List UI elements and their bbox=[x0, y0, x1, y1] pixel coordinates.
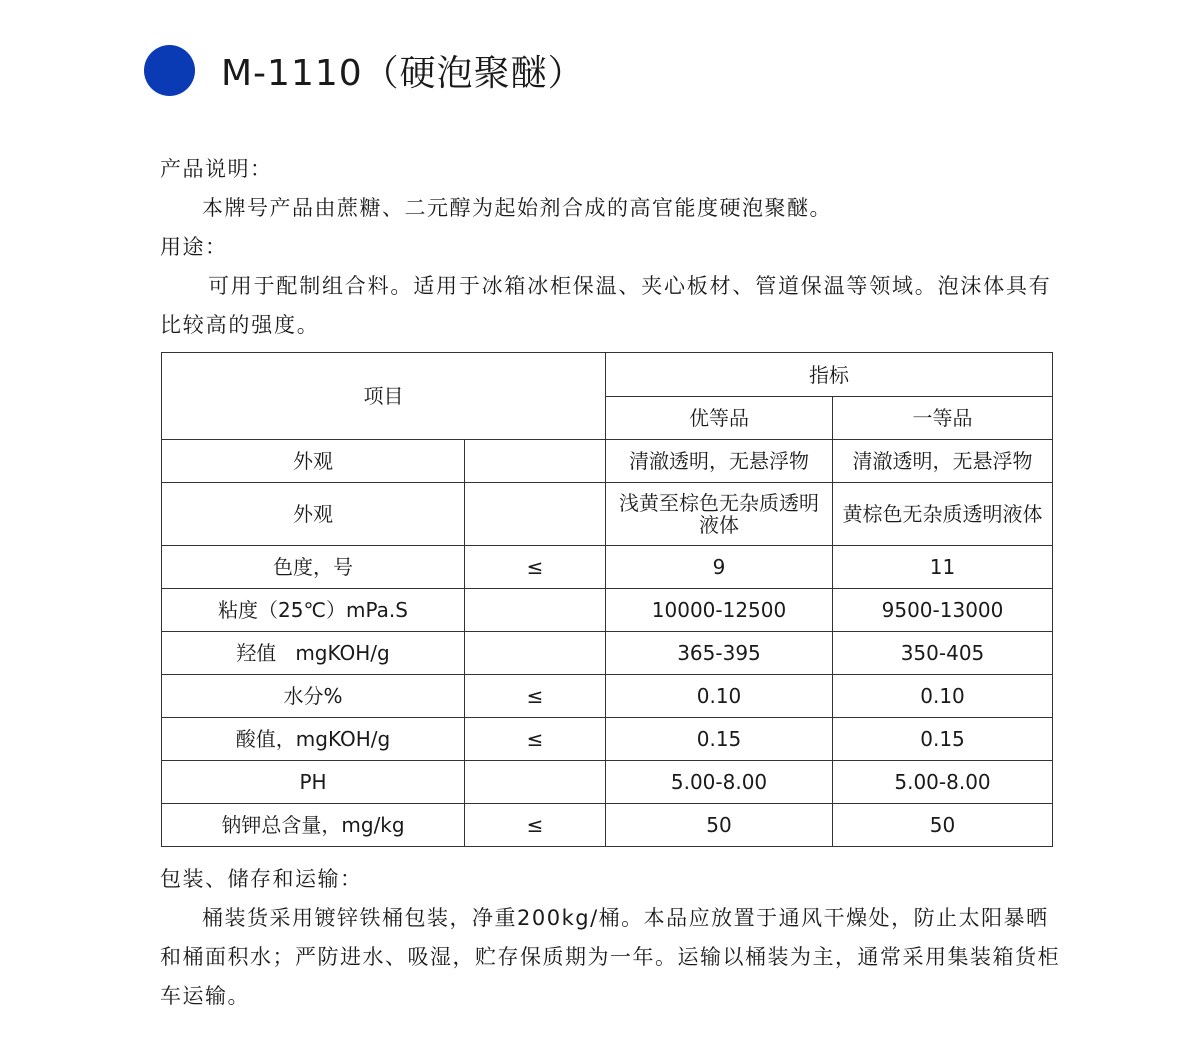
table-row bbox=[162, 546, 1053, 589]
row-value-first: 5.00-8.00 bbox=[833, 761, 1053, 804]
row-value-first: 黄棕色无杂质透明液体 bbox=[833, 483, 1053, 546]
blue-dot-icon bbox=[144, 45, 195, 96]
packaging-section bbox=[160, 860, 1060, 1016]
row-value-premium: 365-395 bbox=[606, 632, 833, 675]
table-row bbox=[162, 761, 1053, 804]
table-row bbox=[162, 804, 1053, 847]
row-value-first: 350-405 bbox=[833, 632, 1053, 675]
row-name: 酸值，mgKOH/g bbox=[162, 718, 465, 761]
header-grade-first: 一等品 bbox=[833, 397, 1053, 440]
usage-heading: 用途： bbox=[160, 235, 228, 259]
table-row bbox=[162, 632, 1053, 675]
row-condition: ≤ bbox=[465, 718, 606, 761]
row-value-premium: 50 bbox=[606, 804, 833, 847]
row-name: 羟值 mgKOH/g bbox=[162, 632, 465, 675]
row-value-premium: 0.15 bbox=[606, 718, 833, 761]
row-condition: ≤ bbox=[465, 675, 606, 718]
row-value-premium: 5.00-8.00 bbox=[606, 761, 833, 804]
row-name: 粘度（25℃）mPa.S bbox=[162, 589, 465, 632]
row-value-first: 11 bbox=[833, 546, 1053, 589]
row-value-premium: 清澈透明，无悬浮物 bbox=[606, 440, 833, 483]
row-name: 外观 bbox=[162, 483, 465, 546]
row-condition bbox=[465, 589, 606, 632]
row-value-first: 9500-13000 bbox=[833, 589, 1053, 632]
row-condition bbox=[465, 632, 606, 675]
row-value-premium: 浅黄至棕色无杂质透明液体 bbox=[606, 483, 833, 546]
header-index: 指标 bbox=[606, 353, 1053, 397]
packaging-heading: 包装、储存和运输： bbox=[160, 867, 363, 891]
row-name: PH bbox=[162, 761, 465, 804]
page-title: M-1110（硬泡聚醚） bbox=[221, 52, 585, 94]
row-condition bbox=[465, 483, 606, 546]
row-condition: ≤ bbox=[465, 546, 606, 589]
table-row bbox=[162, 675, 1053, 718]
description-heading: 产品说明： bbox=[160, 157, 273, 181]
row-name: 外观 bbox=[162, 440, 465, 483]
row-name: 钠钾总含量，mg/kg bbox=[162, 804, 465, 847]
product-info bbox=[160, 150, 1060, 345]
row-condition: ≤ bbox=[465, 804, 606, 847]
description-text: 本牌号产品由蔗糖、二元醇为起始剂合成的高官能度硬泡聚醚。 bbox=[202, 196, 832, 220]
row-condition bbox=[465, 440, 606, 483]
table-row bbox=[162, 589, 1053, 632]
page-header bbox=[144, 44, 585, 96]
row-value-premium: 10000-12500 bbox=[606, 589, 833, 632]
row-value-first: 0.15 bbox=[833, 718, 1053, 761]
row-value-first: 清澈透明，无悬浮物 bbox=[833, 440, 1053, 483]
usage-text: 可用于配制组合料。适用于冰箱冰柜保温、夹心板材、管道保温等领域。泡沫体具有比较高的强度。 bbox=[160, 274, 1052, 337]
packaging-text: 桶装货采用镀锌铁桶包装，净重200kg/桶。本品应放置于通风干燥处，防止太阳暴晒和桶面积水；严防进水、吸湿，贮存保质期为一年。运输以桶装为主，通常采用集装箱货柜车运输。 bbox=[160, 906, 1060, 1008]
header-grade-premium: 优等品 bbox=[606, 397, 833, 440]
row-value-premium: 0.10 bbox=[606, 675, 833, 718]
row-condition bbox=[465, 761, 606, 804]
table-row bbox=[162, 483, 1053, 546]
table-row bbox=[162, 440, 1053, 483]
table-row bbox=[162, 718, 1053, 761]
row-name: 水分% bbox=[162, 675, 465, 718]
row-value-premium: 9 bbox=[606, 546, 833, 589]
header-item: 项目 bbox=[162, 353, 606, 440]
row-value-first: 0.10 bbox=[833, 675, 1053, 718]
row-value-first: 50 bbox=[833, 804, 1053, 847]
spec-table bbox=[161, 352, 1053, 847]
row-name: 色度，号 bbox=[162, 546, 465, 589]
